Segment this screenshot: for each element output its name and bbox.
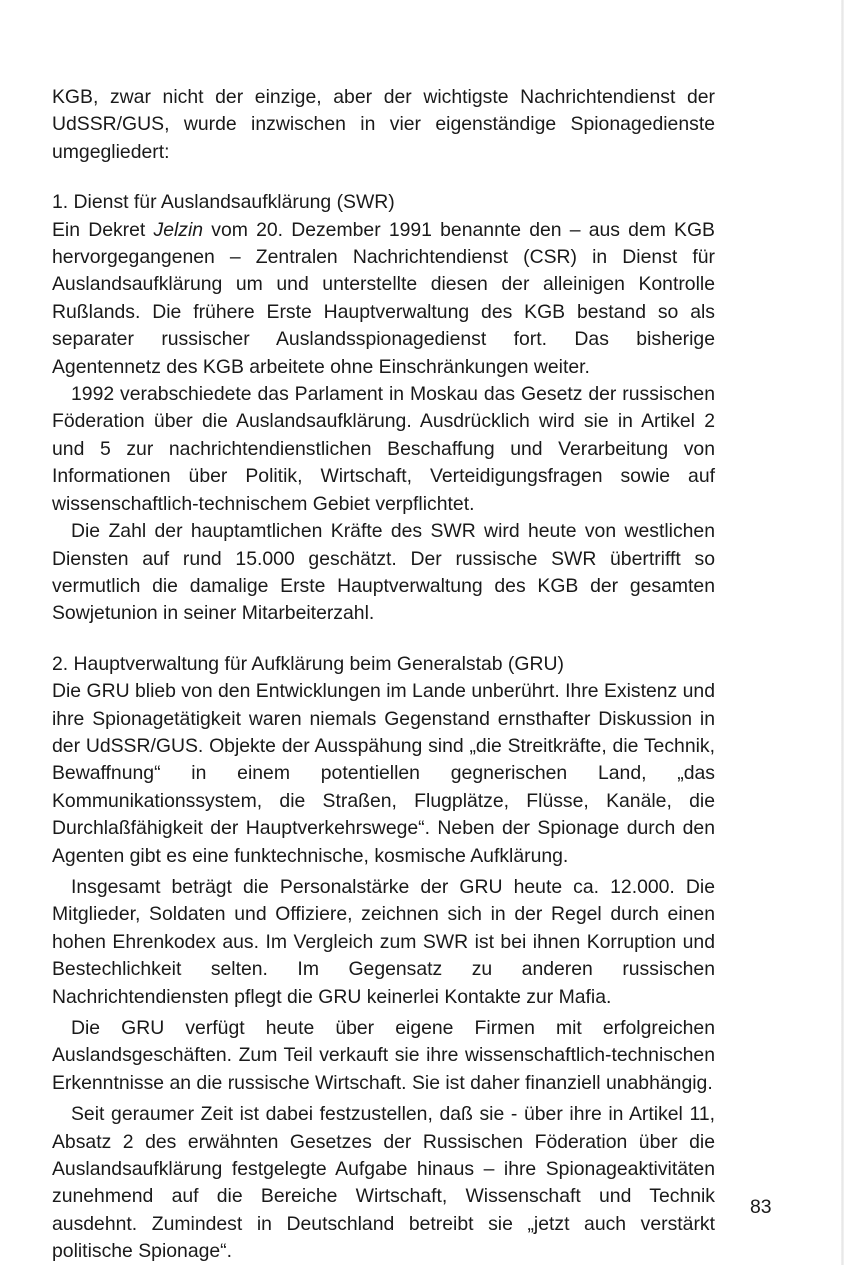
page-edge-shadow bbox=[841, 0, 844, 1265]
section-1-p1-before: Ein Dekret bbox=[52, 218, 154, 241]
section-2-heading: 2. Hauptverwaltung für Aufklärung beim Generalstab (GRU) bbox=[52, 652, 564, 675]
section-2-paragraph-1: Die GRU blieb von den Entwicklungen im Lande unberührt. Ihre Existenz und ihre Spionagetätigkeit waren niemals Gegenstand ernsthafter Diskussion in der UdSSR/GUS. Objekte der Ausspähung sind „die Streitkräfte, die Technik, Bewaffnung“ in einem potentiellen gegnerischen Land, „das Kommunikationssystem, die Straßen, Flugplätze, Flüsse, Kanäle, die Durchlaßfähigkeit der Hauptverkehrswege“. Neben der Spionage durch den Agenten gibt es eine funktechnische, kosmische Aufklärung. bbox=[52, 680, 715, 867]
intro-paragraph: KGB, zwar nicht der einzige, aber der wichtigste Nachrichtendienst der UdSSR/GUS, wurde inzwischen in vier eigenständige Spionagedienste umgegliedert: bbox=[52, 86, 715, 163]
section-2-paragraph-3: Die GRU verfügt heute über eigene Firmen mit erfolgreichen Auslandsgeschäften. Zum Teil verkauft sie ihre wissenschaftlich-technischen Erkenntnisse an die russische Wirtschaft. Sie ist daher finanziell unabhängig. bbox=[52, 1017, 715, 1094]
section-1-paragraph-1 bbox=[52, 217, 715, 381]
section-1-heading: 1. Dienst für Auslandsaufklärung (SWR) bbox=[52, 191, 395, 214]
page-number: 83 bbox=[750, 1196, 772, 1218]
section-1-paragraph-2: 1992 verabschiedete das Parlament in Moskau das Gesetz der russischen Föderation über die Auslandsaufklärung. Ausdrücklich wird sie in Artikel 2 und 5 zur nachrichtendienstlichen Beschaffung und Verarbeitung von Informationen über Politik, Wirtschaft, Verteidigungsfragen sowie auf wissenschaftlich-technischem Gebiet verpflichtet. bbox=[52, 383, 715, 515]
body-text bbox=[52, 84, 715, 1266]
section-1-p1-after: vom 20. Dezember 1991 benannte den – aus dem KGB hervorgegangenen – Zentralen Nachrichtendienst (CSR) in Dienst für Auslandsaufklärung um und unterstellte diesen der alleinigen Kontrolle Rußlands. Die frühere Erste Hauptverwaltung des KGB bestand so als separater russischer Auslandsspionagedienst fort. Das bisherige Agentennetz des KGB arbeitete ohne Einschränkungen weiter. bbox=[52, 218, 715, 378]
section-1-paragraph-3: Die Zahl der hauptamtlichen Kräfte des SWR wird heute von westlichen Diensten auf rund 15.000 geschätzt. Der russische SWR übertrifft so vermutlich die damalige Erste Hauptverwaltung des KGB der gesamten Sowjetunion in seiner Mitarbeiterzahl. bbox=[52, 520, 715, 625]
section-2-paragraph-4: Seit geraumer Zeit ist dabei festzustellen, daß sie - über ihre in Artikel 11, Absatz 2 des erwähnten Gesetzes der Russischen Föderation über die Auslandsaufklärung festgelegte Aufgabe hinaus – ihre Spionageaktivitäten zunehmend auf die Bereiche Wirtschaft, Wissenschaft und Technik ausdehnt. Zumindest in Deutschland betreibt sie „jetzt auch verstärkt politische Spionage“. bbox=[52, 1103, 715, 1263]
section-spacer bbox=[52, 166, 715, 189]
section-spacer bbox=[52, 628, 715, 651]
section-2-paragraph-2: Insgesamt beträgt die Personalstärke der GRU heute ca. 12.000. Die Mitglieder, Soldaten und Offiziere, zeichnen sich in der Regel durch einen hohen Ehrenkodex aus. Im Vergleich zum SWR ist bei ihnen Korruption und Bestechlichkeit selten. Im Gegensatz zu anderen russischen Nachrichtendiensten pflegt die GRU keinerlei Kontakte zur Mafia. bbox=[52, 875, 715, 1008]
italic-name-jelzin: Jelzin bbox=[153, 218, 204, 241]
